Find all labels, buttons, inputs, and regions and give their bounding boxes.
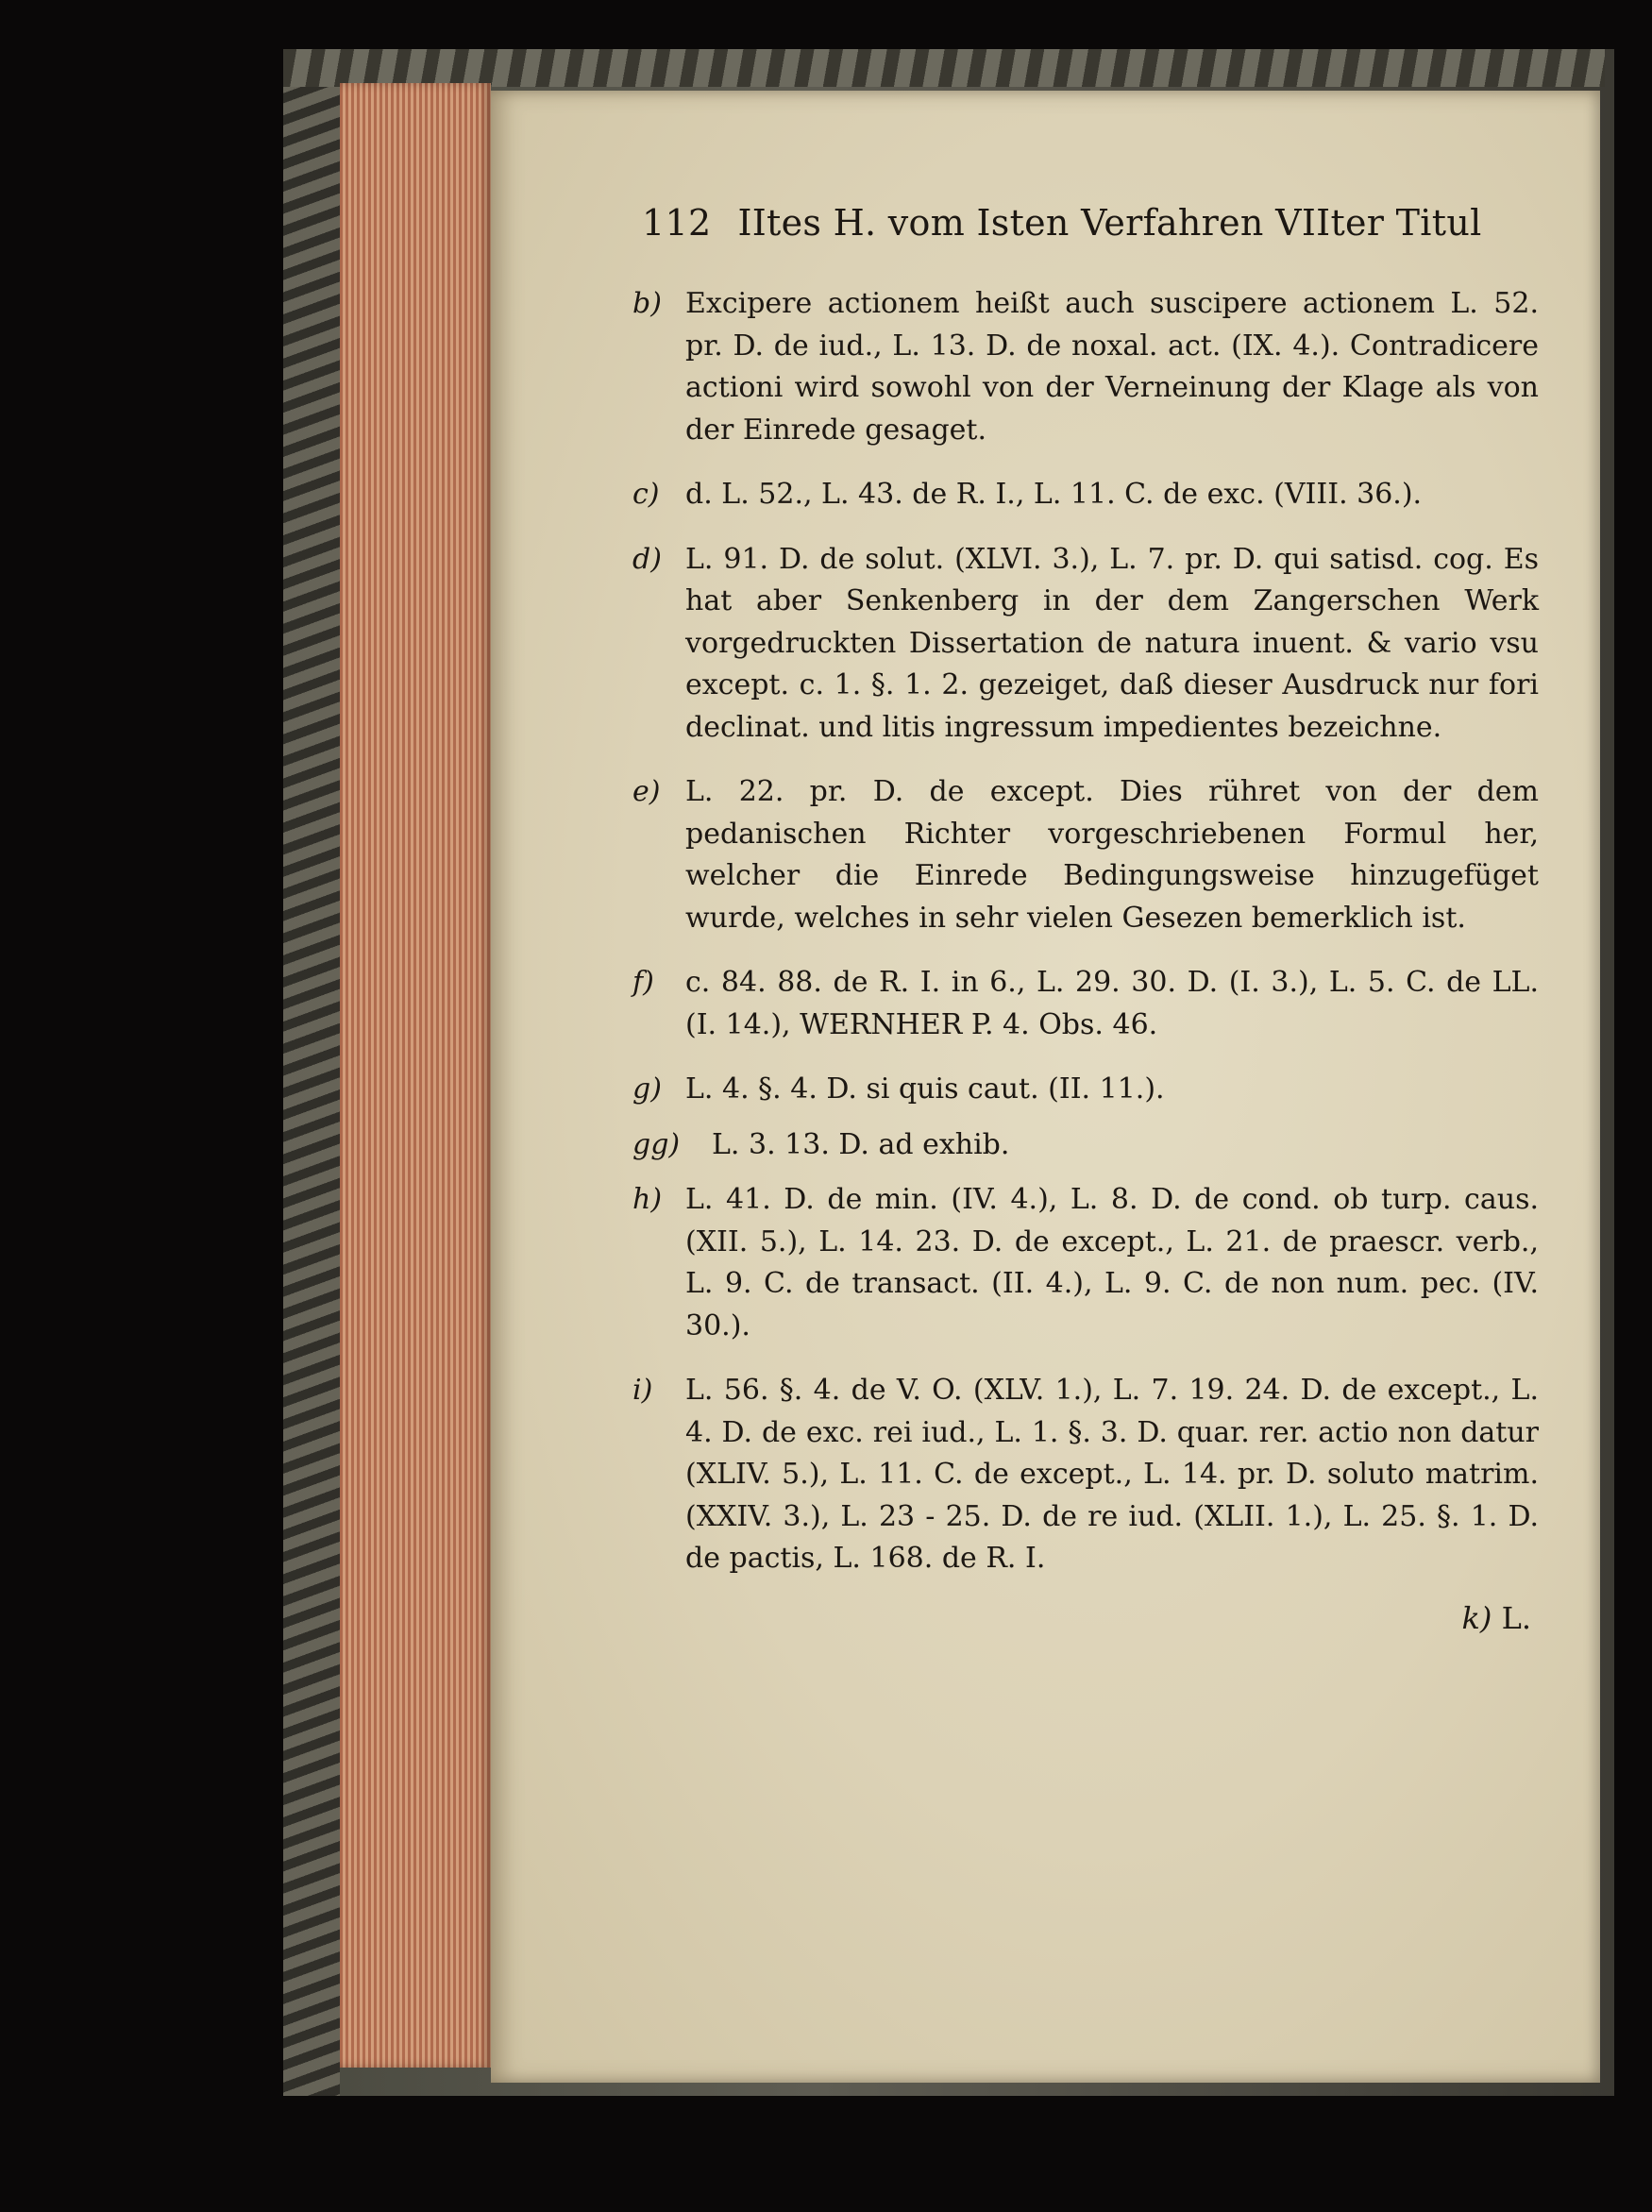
footnote-mark: gg) (632, 1127, 681, 1161)
footnote-d (632, 539, 1539, 750)
footnote-f (632, 962, 1539, 1046)
marbled-cover-edge (283, 49, 340, 2096)
footnote-mark: g) (632, 1072, 662, 1106)
running-title: IItes H. vom Isten Verfahren VIIter Titul (737, 202, 1482, 244)
catchword-mark: k) (1461, 1599, 1492, 1636)
footnote-text: c. 84. 88. de R. I. in 6., L. 29. 30. D. (I. 3.), L. 5. C. de LL. (I. 14.), WERNHER P. 4. Obs. 46. (685, 966, 1539, 1041)
footnote-mark: h) (632, 1183, 663, 1216)
footnote-text: L. 41. D. de min. (IV. 4.), L. 8. D. de cond. ob turp. caus. (XII. 5.), L. 14. 23. D. de except., L. 21. de praescr. verb., L. 9. C. de transact. (II. 4.), L. 9. C. de non num. pec. (IV. 30.). (685, 1183, 1539, 1342)
footnote-text: d. L. 52., L. 43. de R. I., L. 11. C. de exc. (VIII. 36.). (685, 478, 1423, 511)
footnote-h (632, 1179, 1539, 1347)
footnote-text: L. 22. pr. D. de except. Dies rühret von der dem pedanischen Richter vorgeschriebenen Formul her, welcher die Einrede Bedingungsweise hinzugefüget wurde, welches in sehr vielen Gesezen bemerklich ist. (685, 775, 1539, 935)
footnote-mark: d) (632, 542, 662, 576)
page-edges (340, 83, 491, 2068)
catchword (642, 1597, 1539, 1639)
catchword-text: L. (1501, 1599, 1531, 1636)
footnote-i (632, 1370, 1539, 1580)
footnote-mark: f) (632, 966, 654, 999)
footnote-text: L. 56. §. 4. de V. O. (XLV. 1.), L. 7. 19. 24. D. de except., L. 4. D. de exc. rei iud., L. 1. §. 3. D. quar. rer. actio non datur (XLIV. 5.), L. 11. C. de except., L. 14. pr. D. soluto matrim. (XXIV. 3.), L. 23 - 25. D. de re iud. (XLII. 1.), L. 25. §. 1. D. de pactis, L. 168. de R. I. (685, 1374, 1539, 1575)
footnote-c (632, 474, 1539, 516)
running-header (642, 198, 1539, 247)
footnote-mark: e) (632, 775, 661, 808)
page-text (632, 198, 1539, 1639)
footnote-gg (632, 1124, 1539, 1167)
footnote-g (632, 1069, 1539, 1111)
footnote-mark: b) (632, 287, 662, 320)
footnote-mark: i) (632, 1374, 653, 1407)
marbled-cover-top (283, 49, 1605, 87)
footnote-text: Excipere actionem heißt auch suscipere actionem L. 52. pr. D. de iud., L. 13. D. de noxal. act. (IX. 4.). Contradicere actioni wird sowohl von der Verneinung der Klage als von der Einrede gesaget. (685, 287, 1539, 447)
footnote-text: L. 4. §. 4. D. si quis caut. (II. 11.). (685, 1072, 1165, 1106)
footnote-e (632, 771, 1539, 939)
footnote-text: L. 91. D. de solut. (XLVI. 3.), L. 7. pr. D. qui satisd. cog. Es hat aber Senkenberg in der dem Zangerschen Werk vorgedruckten Dissertation de natura inuent. & vario vsu except. c. 1. §. 1. 2. gezeiget, daß dieser Ausdruck nur fori declinat. und litis ingressum impedientes bezeichne. (685, 542, 1539, 744)
footnote-b (632, 283, 1539, 451)
footnote-text: L. 3. 13. D. ad exhib. (712, 1127, 1010, 1161)
page-number: 112 (642, 202, 712, 244)
footnote-mark: c) (632, 478, 660, 511)
